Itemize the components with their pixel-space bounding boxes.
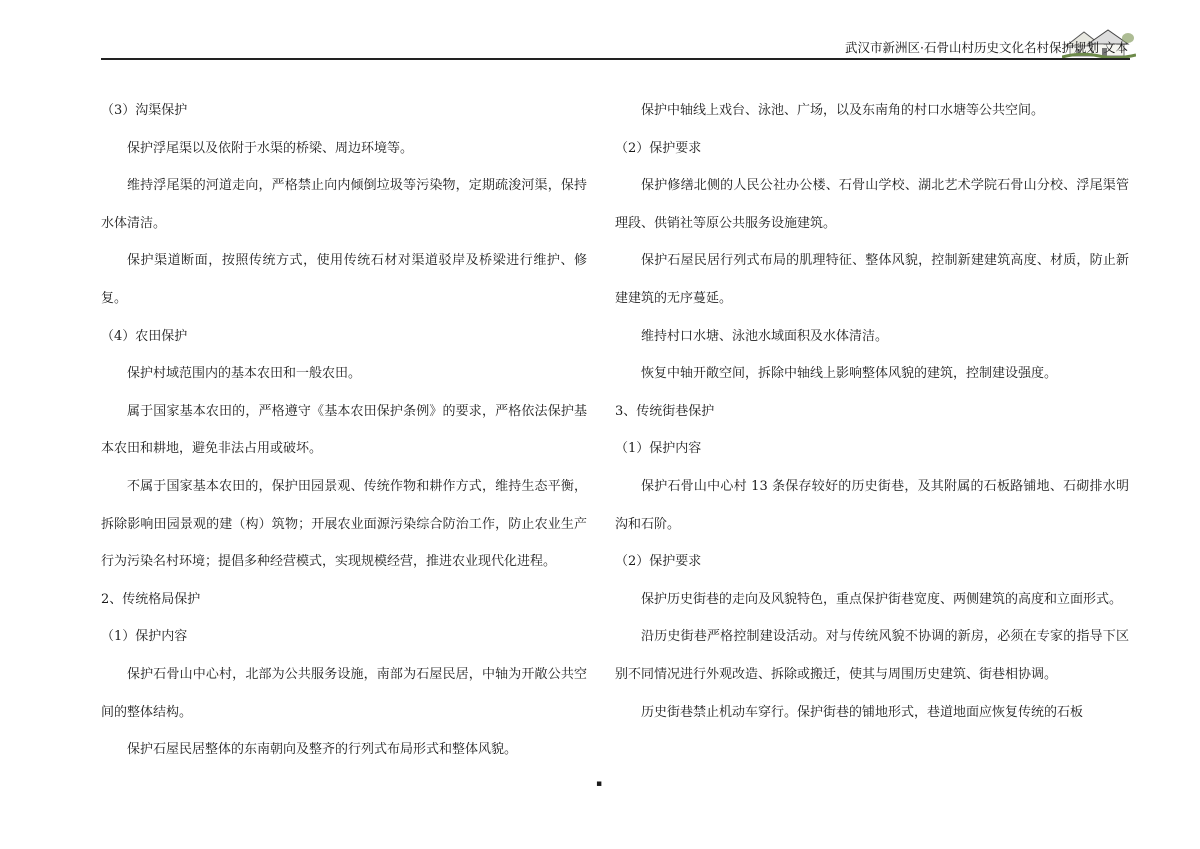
paragraph: 保护渠道断面，按照传统方式，使用传统石材对渠道驳岸及桥梁进行维护、修复。 [101,253,587,306]
paragraph: 保护浮尾渠以及依附于水渠的桥梁、周边环境等。 [127,140,414,156]
paragraph: 沿历史街巷严格控制建设活动。对与传统风貌不协调的新房，必须在专家的指导下区别不同情况进行外观改造、拆除或搬迁，使其与周围历史建筑、街巷相协调。 [615,629,1129,682]
section-heading-traditional-layout: 2、传统格局保护 [101,591,201,607]
page-number: ▪ [596,779,603,789]
paragraph: 保护历史街巷的走向及风貌特色，重点保护街巷宽度、两侧建筑的高度和立面形式。 [641,591,1123,607]
paragraph: 保护中轴线上戏台、泳池、广场，以及东南角的村口水塘等公共空间。 [641,103,1045,118]
section-heading-traditional-streets: 3、传统街巷保护 [615,403,715,419]
right-column [615,92,1129,731]
paragraph: 保护石骨山中心村，北部为公共服务设施，南部为石屋民居，中轴为开敞公共空间的整体结构。 [101,666,587,720]
subheading-protection-requirements: （2）保护要求 [615,554,702,570]
paragraph: 保护石骨山中心村 13 条保存较好的历史街巷，及其附属的石板路铺地、石砌排水明沟和石阶。 [615,478,1129,532]
subheading-farmland-protection: （4）农田保护 [101,328,188,344]
subheading-protection-content: （1）保护内容 [615,441,702,457]
paragraph: 保护村域范围内的基本农田和一般农田。 [127,366,362,382]
subheading-protection-requirements: （2）保护要求 [615,140,702,156]
left-column [101,92,587,769]
paragraph: 维持浮尾渠的河道走向，严格禁止向内倾倒垃圾等污染物，定期疏浚河渠，保持水体清洁。 [101,178,587,231]
paragraph: 不属于国家基本农田的，保护田园景观、传统作物和耕作方式，维持生态平衡，拆除影响田园景观的建（构）筑物；开展农业面源污染综合防治工作，防止农业生产行为污染名村环境；提倡多种经营模式，实现规模经营，推进农业现代化进程。 [101,478,587,570]
paragraph: 属于国家基本农田的，严格遵守《基本农田保护条例》的要求，严格依法保护基本农田和耕地，避免非法占用或破坏。 [101,403,587,457]
subheading-ditch-protection: （3）沟渠保护 [101,103,188,118]
paragraph: 保护修缮北侧的人民公社办公楼、石骨山学校、湖北艺术学院石骨山分校、浮尾渠管理段、供销社等原公共服务设施建筑。 [615,178,1129,231]
paragraph: 维持村口水塘、泳池水域面积及水体清洁。 [641,328,889,344]
document-header-title: 武汉市新洲区·石骨山村历史文化名村保护规划 文本 [845,40,1128,55]
paragraph: 保护石屋民居行列式布局的肌理特征、整体风貌，控制新建建筑高度、材质，防止新建建筑的无序蔓延。 [615,253,1129,306]
header-divider [101,58,1130,60]
subheading-protection-content: （1）保护内容 [101,629,188,645]
paragraph: 保护石屋民居整体的东南朝向及整齐的行列式布局形式和整体风貌。 [127,742,518,758]
paragraph: 历史街巷禁止机动车穿行。保护街巷的铺地形式，巷道地面应恢复传统的石板 [641,704,1084,720]
paragraph: 恢复中轴开敞空间，拆除中轴线上影响整体风貌的建筑，控制建设强度。 [641,366,1058,382]
